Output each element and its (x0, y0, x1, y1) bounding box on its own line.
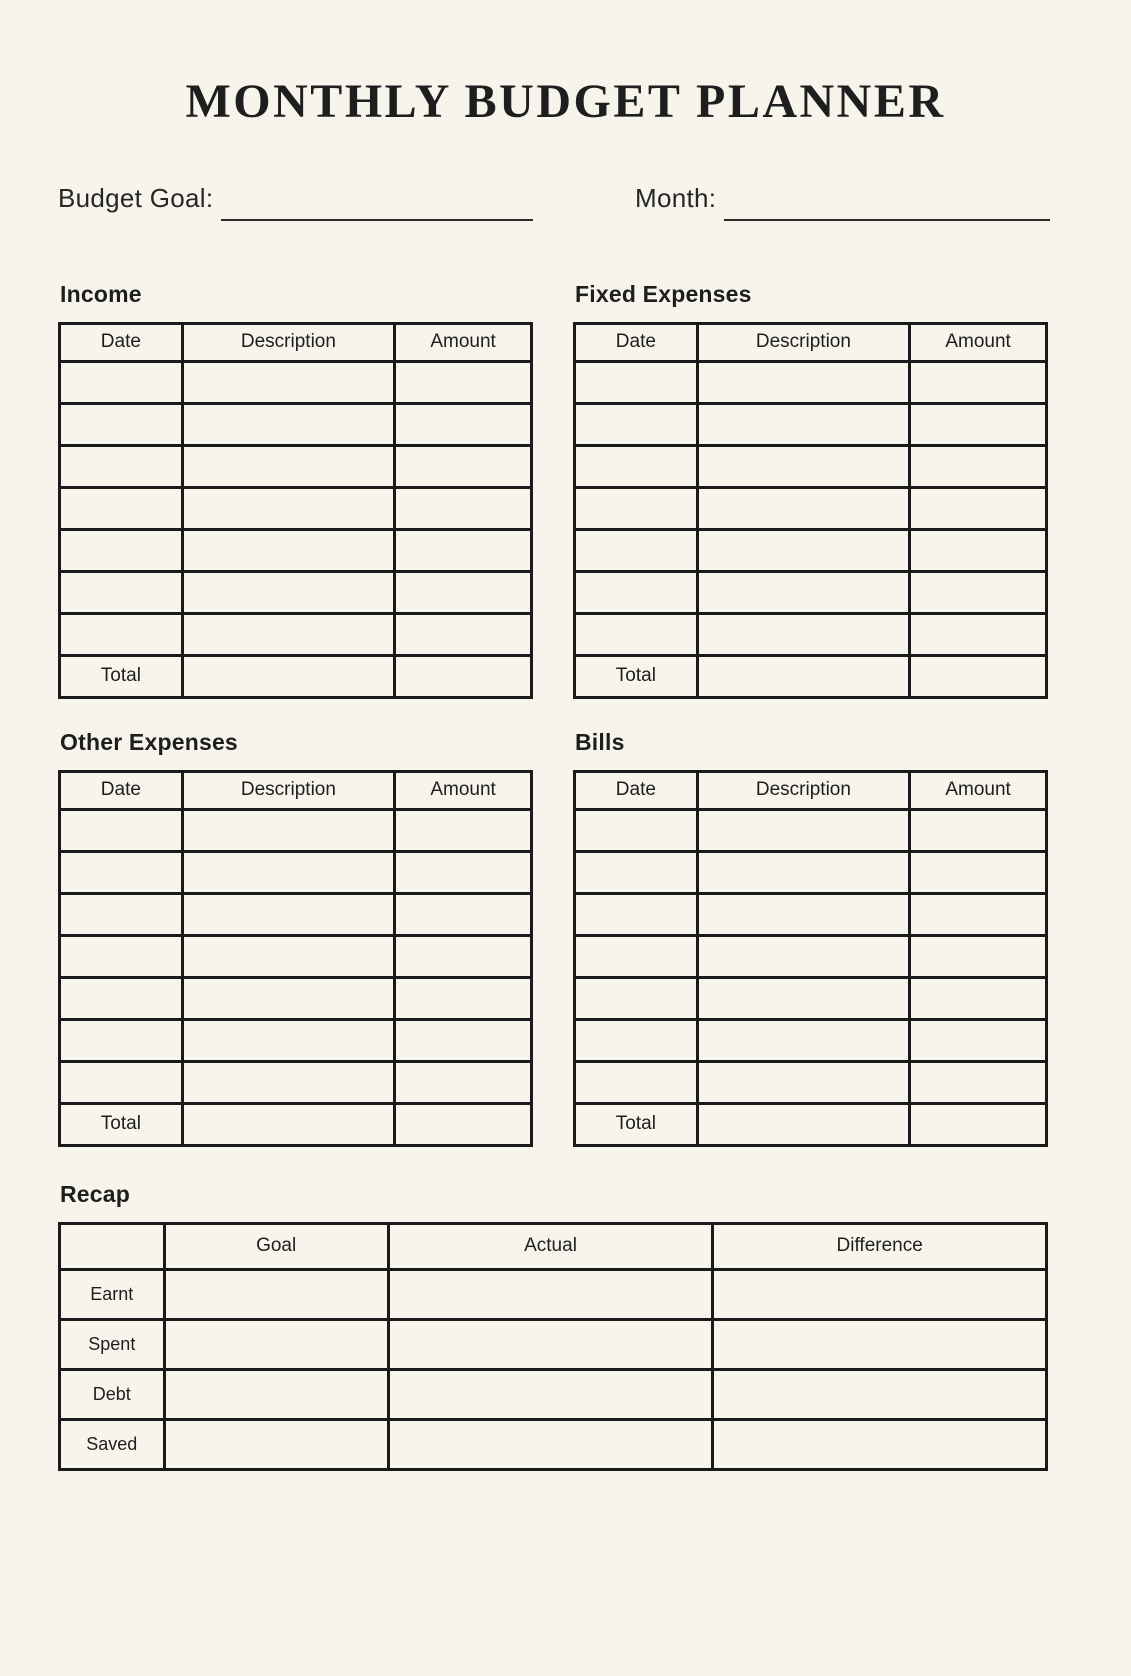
empty-cell[interactable] (713, 1369, 1047, 1419)
total-label: Total (60, 655, 183, 697)
empty-cell[interactable] (575, 1019, 698, 1061)
empty-cell[interactable] (697, 445, 909, 487)
empty-cell[interactable] (697, 613, 909, 655)
description-column-header: Description (182, 771, 394, 809)
empty-cell[interactable] (60, 403, 183, 445)
empty-cell[interactable] (164, 1369, 388, 1419)
table-row (575, 1061, 1047, 1103)
empty-cell[interactable] (697, 893, 909, 935)
date-column-header: Date (575, 323, 698, 361)
actual-column-header: Actual (388, 1223, 713, 1269)
date-column-header: Date (60, 771, 183, 809)
amount-column-header: Amount (910, 323, 1047, 361)
empty-cell[interactable] (575, 1061, 698, 1103)
table-row (60, 613, 532, 655)
empty-cell[interactable] (388, 1419, 713, 1469)
empty-cell[interactable] (182, 445, 394, 487)
table-row (60, 893, 532, 935)
table-row (575, 893, 1047, 935)
empty-cell[interactable] (697, 529, 909, 571)
empty-cell[interactable] (60, 529, 183, 571)
empty-cell[interactable] (182, 361, 394, 403)
empty-cell[interactable] (182, 893, 394, 935)
budget-goal-label: Budget Goal: (58, 182, 214, 213)
other-expenses-table (58, 770, 533, 1147)
recap-corner-cell (60, 1223, 165, 1269)
empty-cell[interactable] (164, 1269, 388, 1319)
saved-row-label: Saved (60, 1419, 165, 1469)
income-table (58, 322, 533, 699)
total-amount-cell[interactable] (910, 1103, 1047, 1145)
table-row (575, 487, 1047, 529)
table-row (60, 809, 532, 851)
total-row (60, 1103, 532, 1145)
empty-cell[interactable] (395, 361, 532, 403)
total-label: Total (60, 1103, 183, 1145)
empty-cell[interactable] (182, 935, 394, 977)
amount-column-header: Amount (395, 323, 532, 361)
empty-cell[interactable] (697, 487, 909, 529)
table-row (60, 1061, 532, 1103)
empty-cell[interactable] (60, 571, 183, 613)
description-column-header: Description (697, 323, 909, 361)
empty-cell[interactable] (60, 445, 183, 487)
empty-cell[interactable] (575, 977, 698, 1019)
table-row (575, 571, 1047, 613)
table-row (575, 809, 1047, 851)
recap-row-saved (60, 1419, 1047, 1469)
empty-cell[interactable] (910, 361, 1047, 403)
empty-cell[interactable] (713, 1319, 1047, 1369)
empty-cell[interactable] (697, 809, 909, 851)
table-row (60, 935, 532, 977)
empty-cell[interactable] (182, 1061, 394, 1103)
empty-cell[interactable] (910, 403, 1047, 445)
month-input-line[interactable] (724, 219, 1050, 221)
empty-cell[interactable] (388, 1269, 713, 1319)
table-row (60, 1019, 532, 1061)
empty-cell[interactable] (697, 1019, 909, 1061)
income-heading: Income (60, 280, 142, 307)
empty-cell[interactable] (910, 445, 1047, 487)
total-row (575, 655, 1047, 697)
empty-cell[interactable] (575, 361, 698, 403)
table-row (60, 977, 532, 1019)
empty-cell[interactable] (910, 977, 1047, 1019)
header-row (575, 323, 1047, 361)
budget-goal-input-line[interactable] (221, 219, 533, 221)
empty-cell[interactable] (395, 1019, 532, 1061)
total-label: Total (575, 1103, 698, 1145)
bills-heading: Bills (575, 728, 625, 755)
table-row (60, 445, 532, 487)
recap-header-row (60, 1223, 1047, 1269)
table-row (60, 403, 532, 445)
empty-cell[interactable] (60, 809, 183, 851)
empty-cell[interactable] (182, 613, 394, 655)
total-description-cell[interactable] (697, 1103, 909, 1145)
empty-cell[interactable] (910, 487, 1047, 529)
empty-cell[interactable] (60, 361, 183, 403)
fixed-expenses-section (573, 281, 1048, 699)
total-description-cell[interactable] (697, 655, 909, 697)
empty-cell[interactable] (395, 935, 532, 977)
empty-cell[interactable] (713, 1419, 1047, 1469)
empty-cell[interactable] (395, 893, 532, 935)
recap-row-spent (60, 1319, 1047, 1369)
table-row (575, 529, 1047, 571)
table-row (575, 977, 1047, 1019)
empty-cell[interactable] (164, 1419, 388, 1469)
empty-cell[interactable] (395, 571, 532, 613)
empty-cell[interactable] (575, 613, 698, 655)
earnt-row-label: Earnt (60, 1269, 165, 1319)
table-row (575, 403, 1047, 445)
table-row (60, 529, 532, 571)
table-row (60, 851, 532, 893)
empty-cell[interactable] (60, 613, 183, 655)
total-description-cell[interactable] (182, 655, 394, 697)
total-amount-cell[interactable] (910, 655, 1047, 697)
table-row (575, 445, 1047, 487)
goal-column-header: Goal (164, 1223, 388, 1269)
table-row (60, 571, 532, 613)
empty-cell[interactable] (395, 445, 532, 487)
fixed-expenses-heading: Fixed Expenses (575, 280, 752, 307)
bills-table (573, 770, 1048, 1147)
amount-column-header: Amount (910, 771, 1047, 809)
empty-cell[interactable] (697, 977, 909, 1019)
fill-in-fields-row (58, 175, 1050, 221)
empty-cell[interactable] (395, 1061, 532, 1103)
empty-cell[interactable] (388, 1319, 713, 1369)
empty-cell[interactable] (60, 1019, 183, 1061)
bills-section (573, 729, 1048, 1147)
empty-cell[interactable] (182, 403, 394, 445)
empty-cell[interactable] (910, 1019, 1047, 1061)
empty-cell[interactable] (182, 977, 394, 1019)
total-label: Total (575, 655, 698, 697)
total-description-cell[interactable] (182, 1103, 394, 1145)
empty-cell[interactable] (60, 1061, 183, 1103)
total-amount-cell[interactable] (395, 655, 532, 697)
empty-cell[interactable] (395, 613, 532, 655)
header-row (60, 323, 532, 361)
empty-cell[interactable] (182, 487, 394, 529)
empty-cell[interactable] (575, 935, 698, 977)
total-row (575, 1103, 1047, 1145)
description-column-header: Description (697, 771, 909, 809)
total-row (60, 655, 532, 697)
table-row (575, 851, 1047, 893)
empty-cell[interactable] (575, 571, 698, 613)
empty-cell[interactable] (164, 1319, 388, 1369)
empty-cell[interactable] (697, 1061, 909, 1103)
empty-cell[interactable] (395, 977, 532, 1019)
table-row (60, 487, 532, 529)
recap-heading: Recap (60, 1180, 131, 1207)
table-row (575, 613, 1047, 655)
date-column-header: Date (60, 323, 183, 361)
empty-cell[interactable] (910, 613, 1047, 655)
empty-cell[interactable] (182, 809, 394, 851)
empty-cell[interactable] (910, 893, 1047, 935)
table-row (575, 935, 1047, 977)
empty-cell[interactable] (575, 403, 698, 445)
month-field (635, 175, 1050, 221)
table-row (575, 1019, 1047, 1061)
fixed-expenses-table (573, 322, 1048, 699)
budget-goal-field (58, 175, 533, 221)
empty-cell[interactable] (395, 487, 532, 529)
empty-cell[interactable] (395, 403, 532, 445)
empty-cell[interactable] (395, 809, 532, 851)
empty-cell[interactable] (575, 529, 698, 571)
empty-cell[interactable] (60, 893, 183, 935)
empty-cell[interactable] (60, 851, 183, 893)
empty-cell[interactable] (713, 1269, 1047, 1319)
other-expenses-heading: Other Expenses (60, 728, 238, 755)
table-row (575, 361, 1047, 403)
header-row (575, 771, 1047, 809)
header-row (60, 771, 532, 809)
spent-row-label: Spent (60, 1319, 165, 1369)
empty-cell[interactable] (910, 935, 1047, 977)
income-section (58, 281, 533, 699)
empty-cell[interactable] (575, 851, 698, 893)
table-row (60, 361, 532, 403)
empty-cell[interactable] (910, 851, 1047, 893)
empty-cell[interactable] (575, 809, 698, 851)
empty-cell[interactable] (395, 529, 532, 571)
empty-cell[interactable] (575, 893, 698, 935)
recap-row-debt (60, 1369, 1047, 1419)
empty-cell[interactable] (60, 935, 183, 977)
empty-cell[interactable] (182, 571, 394, 613)
empty-cell[interactable] (575, 487, 698, 529)
empty-cell[interactable] (697, 935, 909, 977)
empty-cell[interactable] (60, 487, 183, 529)
page-title: MONTHLY BUDGET PLANNER (185, 75, 946, 128)
empty-cell[interactable] (910, 809, 1047, 851)
empty-cell[interactable] (910, 529, 1047, 571)
tables-grid (58, 281, 1048, 1147)
amount-column-header: Amount (395, 771, 532, 809)
empty-cell[interactable] (60, 977, 183, 1019)
empty-cell[interactable] (395, 851, 532, 893)
empty-cell[interactable] (388, 1369, 713, 1419)
empty-cell[interactable] (910, 1061, 1047, 1103)
empty-cell[interactable] (697, 403, 909, 445)
difference-column-header: Difference (713, 1223, 1047, 1269)
empty-cell[interactable] (697, 361, 909, 403)
description-column-header: Description (182, 323, 394, 361)
empty-cell[interactable] (182, 851, 394, 893)
recap-row-earnt (60, 1269, 1047, 1319)
empty-cell[interactable] (910, 571, 1047, 613)
empty-cell[interactable] (697, 571, 909, 613)
empty-cell[interactable] (182, 1019, 394, 1061)
debt-row-label: Debt (60, 1369, 165, 1419)
month-label: Month: (635, 182, 717, 213)
empty-cell[interactable] (575, 445, 698, 487)
other-expenses-section (58, 729, 533, 1147)
empty-cell[interactable] (697, 851, 909, 893)
empty-cell[interactable] (182, 529, 394, 571)
recap-section (58, 1181, 1048, 1471)
total-amount-cell[interactable] (395, 1103, 532, 1145)
content (58, 281, 1048, 1471)
recap-table (58, 1222, 1048, 1471)
date-column-header: Date (575, 771, 698, 809)
